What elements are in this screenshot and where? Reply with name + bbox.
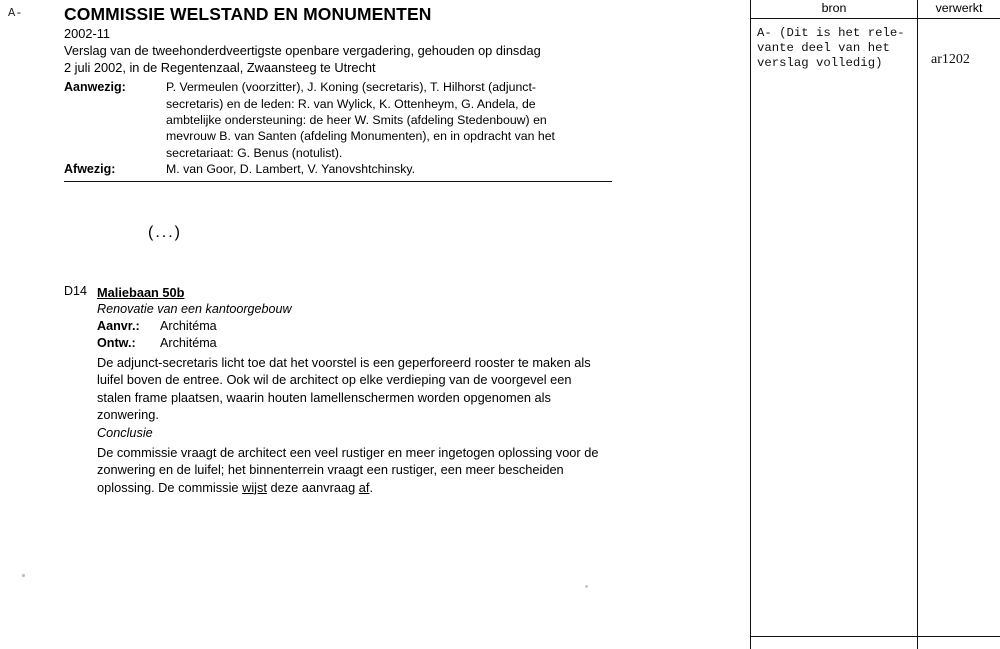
agenda-item-description: Renovatie van een kantoorgebouw [97, 301, 292, 316]
body-line: stalen frame plaatsen, waarin houten lamellenschermen worden opgenomen als [97, 389, 551, 405]
attendance-present-row [64, 79, 624, 161]
attendance-present-line: mevrouw B. van Santen (afdeling Monumenten), en in opdracht van het [166, 129, 555, 144]
document-body [64, 4, 624, 496]
agenda-item-code: D14 [64, 283, 87, 298]
designer-value: Architéma [160, 335, 217, 350]
conclusion-line-start: oplossing. De commissie [97, 479, 243, 495]
body-line: De adjunct-secretaris licht toe dat het voorstel is een geperforeerd rooster te maken als [97, 354, 591, 370]
attendance-present-line: ambtelijke ondersteuning: de heer W. Smits (afdeling Stedenbouw) en [166, 113, 547, 128]
conclusion-line: zonwering en de luifel; het binnenterrein vraagt een rustiger, een meer bescheiden [97, 462, 564, 478]
attendance-absent-value: M. van Goor, D. Lambert, V. Yanovshtchinsky. [166, 162, 416, 177]
attendance-block [64, 79, 624, 177]
table-header-divider [751, 18, 1000, 19]
designer-label: Ontw.: [97, 335, 136, 350]
document-subtitle-line-2: 2 juli 2002, in de Regentenzaal, Zwaansteeg te Utrecht [64, 59, 376, 75]
attendance-present-line: secretaris) en de leden: R. van Wylick, K. Ottenheym, G. Andela, de [166, 96, 536, 111]
processed-code: ar1202 [931, 52, 970, 67]
omission-marker: (...) [148, 223, 182, 241]
conclusion-heading: Conclusie [97, 425, 153, 440]
attendance-present-value [166, 79, 624, 161]
applicant-label: Aanvr.: [97, 318, 140, 333]
conclusion-line-end: . [369, 479, 374, 495]
agenda-item-address: Maliebaan 50b [97, 284, 185, 300]
annotation-note-line: vante deel van het [757, 41, 890, 55]
conclusion-emphasis-af: af [358, 479, 370, 495]
conclusion-emphasis-wijst: wijst [242, 479, 267, 495]
attendance-absent-label: Afwezig: [64, 162, 116, 177]
attendance-present-line: secretariaat: G. Benus (notulist). [166, 145, 343, 160]
annotation-table [750, 0, 1000, 649]
annotation-note [757, 26, 909, 71]
attendance-present-line: P. Vermeulen (voorzitter), J. Koning (secretaris), T. Hilhorst (adjunct- [166, 80, 536, 95]
column-header-verwerkt: verwerkt [935, 1, 983, 15]
annotation-note-line: verslag volledig) [757, 56, 883, 70]
attendance-present-label: Aanwezig: [64, 80, 126, 95]
agenda-item-d14 [64, 284, 624, 497]
scan-speck [22, 574, 25, 577]
document-number: 2002-11 [64, 26, 111, 42]
scan-speck [585, 585, 588, 588]
attendance-absent-row [64, 161, 624, 178]
conclusion-line-middle: deze aanvraag [266, 479, 359, 495]
column-header-bron: bron [821, 1, 847, 15]
body-line: luifel boven de entree. Ook wil de architect op elke verdieping van de voorgevel een [97, 372, 572, 388]
applicant-value: Architéma [160, 318, 217, 333]
body-line: zonwering. [97, 407, 159, 423]
conclusion-line: De commissie vraagt de architect een veel rustiger en meer ingetogen oplossing voor de [97, 444, 599, 460]
table-bottom-divider [751, 636, 1000, 637]
annotation-note-line: A- (Dit is het rele- [757, 26, 905, 40]
conclusion-body [97, 444, 624, 497]
conclusion-line-final [97, 479, 624, 497]
document-subtitle-line-1: Verslag van de tweehonderdveertigste openbare vergadering, gehouden op dinsdag [64, 43, 541, 59]
section-divider [64, 181, 612, 182]
agenda-item-content [97, 284, 624, 497]
table-column-divider [917, 0, 918, 649]
agenda-item-body [97, 354, 624, 424]
page-title: COMMISSIE WELSTAND EN MONUMENTEN [64, 4, 432, 24]
left-margin-annotation: A- [8, 6, 23, 20]
applicant-row [97, 318, 624, 335]
designer-row [97, 335, 624, 352]
